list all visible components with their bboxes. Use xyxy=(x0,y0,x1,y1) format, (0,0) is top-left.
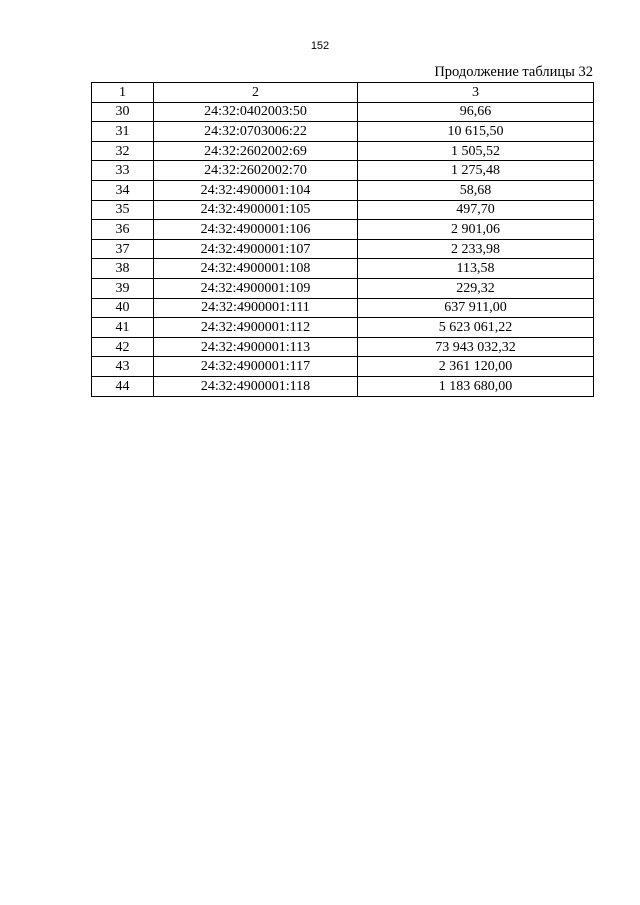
value-cell: 2 901,06 xyxy=(358,220,594,240)
row-number-cell: 36 xyxy=(92,220,154,240)
value-cell: 1 275,48 xyxy=(358,161,594,181)
table-row xyxy=(92,161,594,181)
value-cell: 58,68 xyxy=(358,180,594,200)
cadastral-number-cell: 24:32:4900001:106 xyxy=(154,220,358,240)
value-cell: 10 615,50 xyxy=(358,122,594,142)
cadastral-number-cell: 24:32:4900001:111 xyxy=(154,298,358,318)
value-cell: 1 505,52 xyxy=(358,141,594,161)
table-row xyxy=(92,239,594,259)
cadastral-number-cell: 24:32:4900001:108 xyxy=(154,259,358,279)
header-cell-1: 1 xyxy=(92,83,154,103)
table-row xyxy=(92,200,594,220)
value-cell: 1 183 680,00 xyxy=(358,376,594,396)
table-row xyxy=(92,102,594,122)
value-cell: 2 233,98 xyxy=(358,239,594,259)
table-row xyxy=(92,298,594,318)
value-cell: 5 623 061,22 xyxy=(358,318,594,338)
table-row xyxy=(92,122,594,142)
row-number-cell: 30 xyxy=(92,102,154,122)
table-row xyxy=(92,141,594,161)
cadastral-number-cell: 24:32:2602002:70 xyxy=(154,161,358,181)
table-row xyxy=(92,337,594,357)
table-row xyxy=(92,357,594,377)
row-number-cell: 44 xyxy=(92,376,154,396)
cadastral-number-cell: 24:32:4900001:109 xyxy=(154,278,358,298)
row-number-cell: 35 xyxy=(92,200,154,220)
cadastral-number-cell: 24:32:4900001:105 xyxy=(154,200,358,220)
row-number-cell: 38 xyxy=(92,259,154,279)
row-number-cell: 31 xyxy=(92,122,154,142)
value-cell: 2 361 120,00 xyxy=(358,357,594,377)
row-number-cell: 39 xyxy=(92,278,154,298)
cadastral-number-cell: 24:32:4900001:117 xyxy=(154,357,358,377)
cadastral-number-cell: 24:32:4900001:104 xyxy=(154,180,358,200)
table-header-row xyxy=(92,83,594,103)
table-row xyxy=(92,259,594,279)
row-number-cell: 42 xyxy=(92,337,154,357)
row-number-cell: 43 xyxy=(92,357,154,377)
row-number-cell: 33 xyxy=(92,161,154,181)
page-number: 152 xyxy=(310,40,330,52)
table-row xyxy=(92,278,594,298)
value-cell: 113,58 xyxy=(358,259,594,279)
cadastral-number-cell: 24:32:2602002:69 xyxy=(154,141,358,161)
cadastral-number-cell: 24:32:4900001:112 xyxy=(154,318,358,338)
table-row xyxy=(92,220,594,240)
cadastral-number-cell: 24:32:4900001:113 xyxy=(154,337,358,357)
value-cell: 497,70 xyxy=(358,200,594,220)
cadastral-number-cell: 24:32:4900001:118 xyxy=(154,376,358,396)
table-row xyxy=(92,376,594,396)
cadastral-number-cell: 24:32:0402003:50 xyxy=(154,102,358,122)
cadastral-number-cell: 24:32:4900001:107 xyxy=(154,239,358,259)
row-number-cell: 40 xyxy=(92,298,154,318)
value-cell: 229,32 xyxy=(358,278,594,298)
header-cell-2: 2 xyxy=(154,83,358,103)
table-row xyxy=(92,318,594,338)
row-number-cell: 32 xyxy=(92,141,154,161)
data-table xyxy=(91,82,594,397)
value-cell: 96,66 xyxy=(358,102,594,122)
table-continuation-caption: Продолжение таблицы 32 xyxy=(434,64,593,80)
row-number-cell: 37 xyxy=(92,239,154,259)
table-row xyxy=(92,180,594,200)
table-body xyxy=(92,83,594,397)
cadastral-number-cell: 24:32:0703006:22 xyxy=(154,122,358,142)
value-cell: 637 911,00 xyxy=(358,298,594,318)
header-cell-3: 3 xyxy=(358,83,594,103)
row-number-cell: 41 xyxy=(92,318,154,338)
value-cell: 73 943 032,32 xyxy=(358,337,594,357)
row-number-cell: 34 xyxy=(92,180,154,200)
